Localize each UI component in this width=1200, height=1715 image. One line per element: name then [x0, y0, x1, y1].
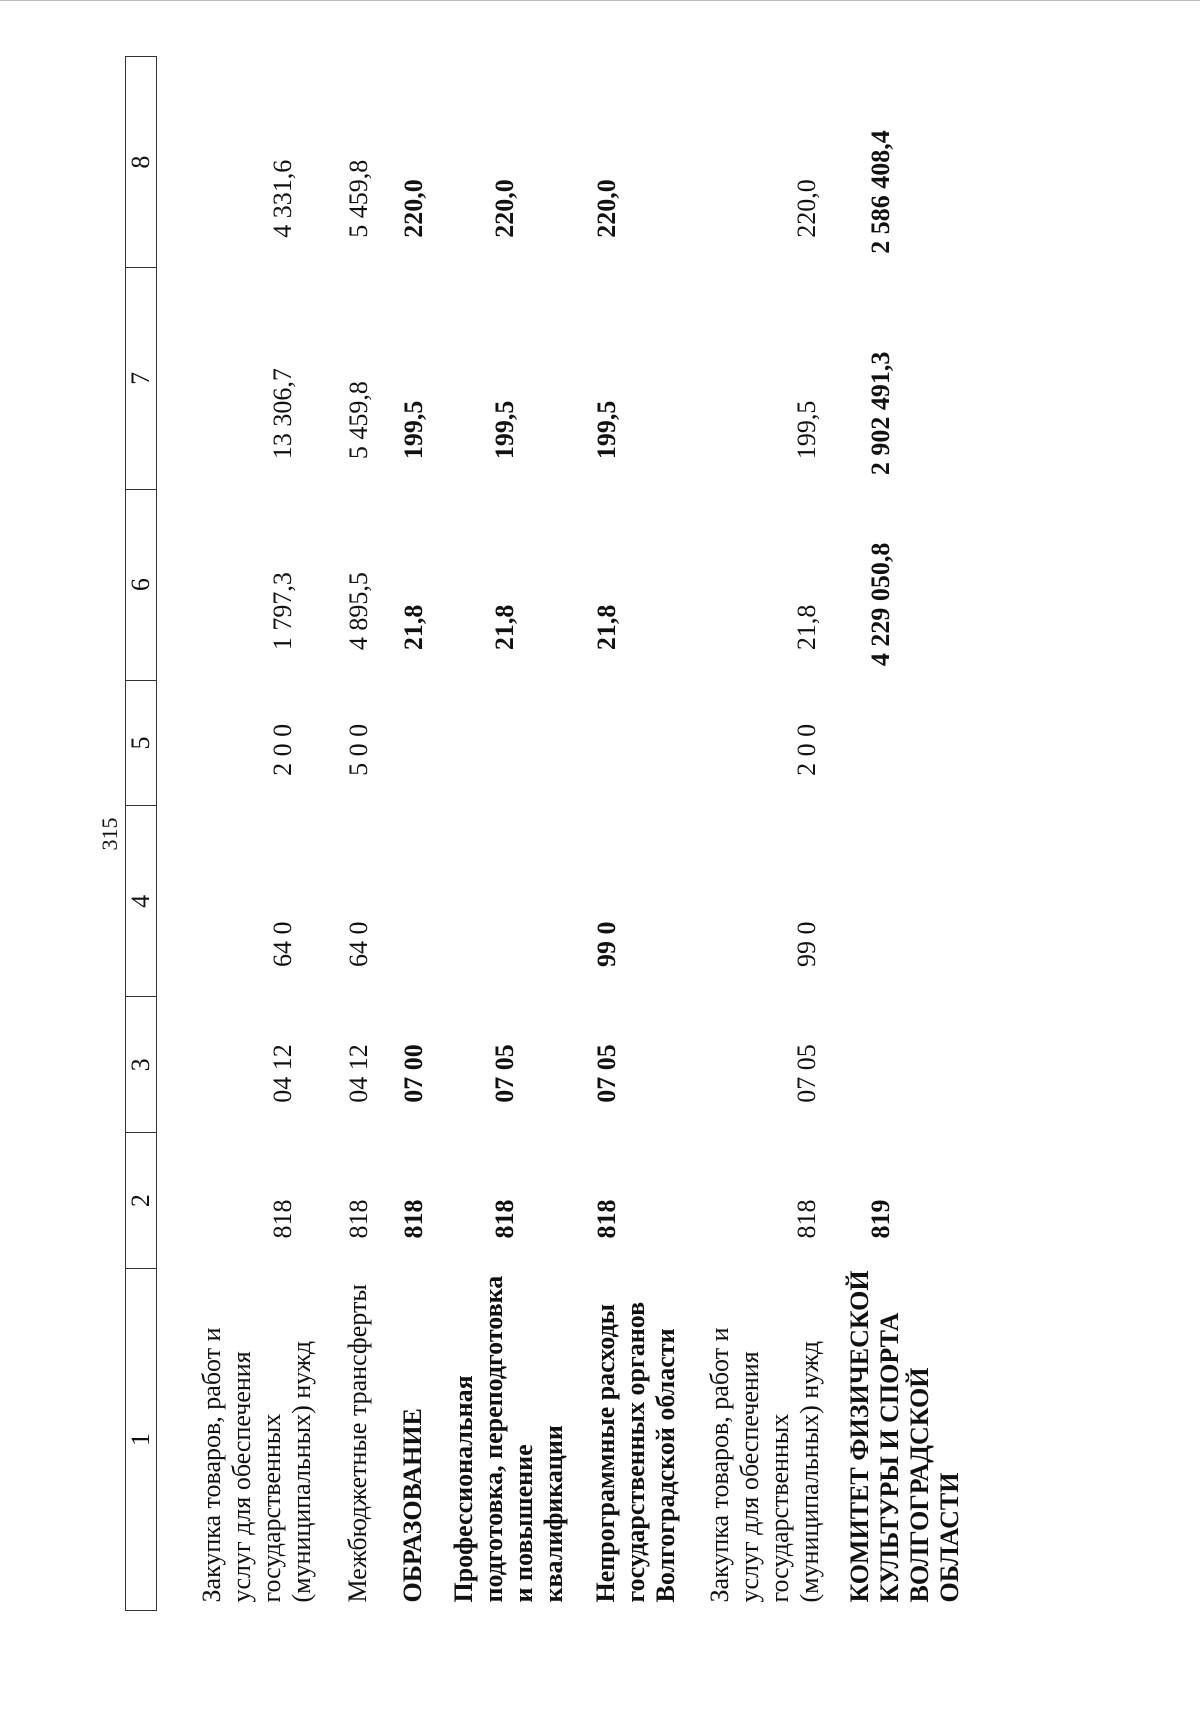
row-name: Непрограммные расходы государственных органов Волгоградской области — [591, 1301, 680, 1603]
row-program-code: 64 0 — [344, 921, 373, 967]
row-value-6: 1 797,3 — [268, 572, 297, 651]
row-value-7: 199,5 — [399, 400, 428, 460]
row-ministry-code: 818 — [344, 1199, 373, 1239]
row-expense-type — [374, 680, 429, 806]
row-program-code: 99 0 — [592, 921, 621, 967]
table-row — [317, 57, 374, 1611]
row-section-code: 07 00 — [399, 1044, 428, 1103]
row-value-8: 5 459,8 — [344, 159, 373, 238]
header-col-7: 7 — [126, 268, 157, 489]
row-value-7: 199,5 — [490, 400, 519, 460]
row-value-8: 220,0 — [792, 179, 821, 238]
row-value-7: 199,5 — [792, 400, 821, 460]
budget-table-rotated — [125, 56, 1060, 1611]
row-ministry-code: 818 — [792, 1199, 821, 1239]
row-value-6: 21,8 — [490, 604, 519, 651]
row-value-6: 21,8 — [399, 604, 428, 651]
row-name: КОМИТЕТ ФИЗИЧЕСКОЙ КУЛЬТУРЫ И СПОРТА ВОЛГОГРАДСКОЙ ОБЛАСТИ — [845, 1270, 964, 1603]
row-value-7: 2 902 491,3 — [866, 351, 895, 476]
header-col-5: 5 — [126, 680, 157, 806]
row-section-code: 07 05 — [490, 1044, 519, 1103]
row-ministry-code: 818 — [490, 1199, 519, 1239]
row-expense-type: 2 0 0 — [268, 723, 297, 776]
row-value-8: 4 331,6 — [268, 159, 297, 238]
row-ministry-code: 818 — [268, 1199, 297, 1239]
table-row — [825, 57, 965, 1611]
row-value-8: 220,0 — [592, 179, 621, 238]
row-section-code — [825, 997, 965, 1133]
row-value-7: 199,5 — [592, 400, 621, 460]
row-expense-type: 5 0 0 — [344, 723, 373, 776]
row-ministry-code: 819 — [866, 1199, 895, 1239]
row-value-6: 21,8 — [592, 604, 621, 651]
row-value-7: 5 459,8 — [344, 381, 373, 460]
page-number: 315 — [97, 817, 122, 851]
row-name: Профессиональная подготовка, переподготовка и повышение квалификации — [449, 1275, 568, 1603]
row-value-8: 220,0 — [399, 179, 428, 238]
row-program-code — [374, 806, 429, 997]
row-program-code — [825, 806, 965, 997]
row-ministry-code: 818 — [399, 1199, 428, 1239]
row-value-6: 4 229 050,8 — [866, 542, 895, 667]
row-expense-type — [825, 680, 965, 806]
header-col-8: 8 — [126, 57, 157, 268]
row-value-6: 4 895,5 — [344, 572, 373, 651]
header-col-6: 6 — [126, 489, 157, 680]
table-row — [157, 57, 318, 1611]
row-value-6: 21,8 — [792, 604, 821, 651]
row-name: ОБРАЗОВАНИЕ — [398, 1408, 427, 1603]
header-col-2: 2 — [126, 1133, 157, 1269]
row-program-code: 64 0 — [268, 921, 297, 967]
row-ministry-code: 818 — [592, 1199, 621, 1239]
header-col-3: 3 — [126, 997, 157, 1133]
row-name: Закупка товаров, работ и услуг для обеспечения государственных (муниципальных) нужд — [705, 1327, 824, 1603]
row-expense-type: 2 0 0 — [792, 723, 821, 776]
budget-table — [125, 56, 965, 1611]
row-name: Закупка товаров, работ и услуг для обеспечения государственных (муниципальных) нужд — [197, 1327, 316, 1603]
table-row — [569, 57, 681, 1611]
header-col-4: 4 — [126, 806, 157, 997]
table-row — [681, 57, 825, 1611]
table-row — [374, 57, 429, 1611]
row-section-code: 04 12 — [344, 1044, 373, 1103]
row-value-8: 220,0 — [490, 179, 519, 238]
header-col-1: 1 — [126, 1269, 157, 1611]
row-expense-type — [429, 680, 569, 806]
row-section-code: 07 05 — [592, 1044, 621, 1103]
row-section-code: 04 12 — [268, 1044, 297, 1103]
row-name: Межбюджетные трансферты — [343, 1284, 372, 1603]
row-value-7: 13 306,7 — [268, 368, 297, 460]
row-program-code: 99 0 — [792, 921, 821, 967]
row-expense-type — [569, 680, 681, 806]
row-program-code — [429, 806, 569, 997]
table-row — [429, 57, 569, 1611]
table-header-row — [126, 57, 157, 1611]
row-value-8: 2 586 408,4 — [866, 130, 895, 254]
row-section-code: 07 05 — [792, 1044, 821, 1103]
